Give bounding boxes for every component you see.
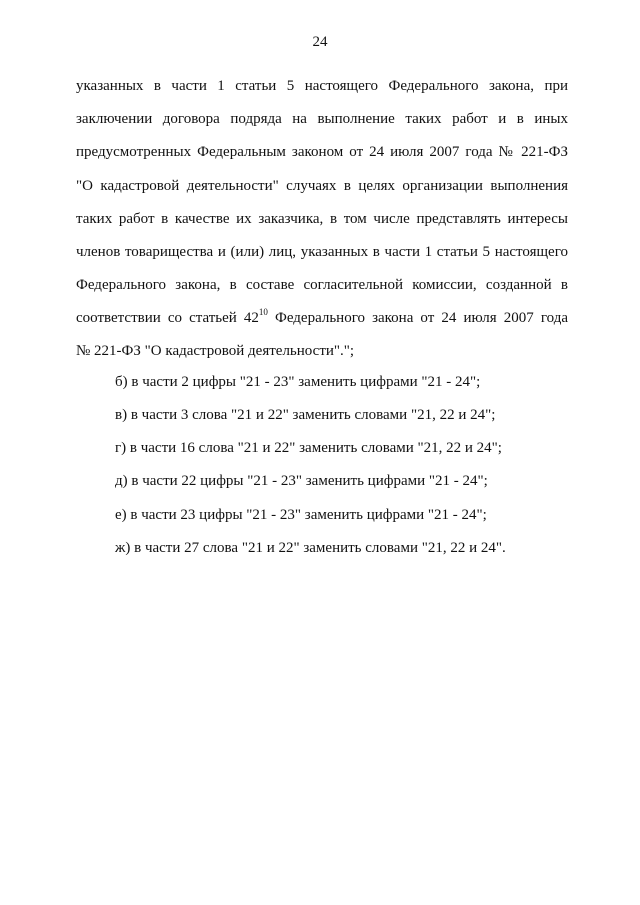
paragraph-line: предусмотренных Федеральным законом от 24 июля 2007 года № 221-ФЗ (76, 144, 568, 160)
line-text-before-sup: соответствии со статьей 42 (76, 310, 259, 326)
superscript-number: 10 (258, 307, 268, 317)
amendment-item-b: б) в части 2 цифры "21 - 23" заменить цифрами "21 - 24"; (115, 374, 481, 390)
paragraph-last-line: № 221-ФЗ "О кадастровой деятельности"."; (76, 343, 355, 359)
paragraph-line: заключении договора подряда на выполнение таких работ и в иных (76, 111, 568, 127)
paragraph-line: указанных в части 1 статьи 5 настоящего Федерального закона, при (76, 78, 568, 94)
amendment-item-v: в) в части 3 слова "21 и 22" заменить словами "21, 22 и 24"; (115, 407, 496, 423)
paragraph-line: членов товарищества и (или) лиц, указанных в части 1 статьи 5 настоящего (76, 244, 568, 260)
amendment-item-zh: ж) в части 27 слова "21 и 22" заменить словами "21, 22 и 24". (115, 540, 506, 556)
amendment-item-d: д) в части 22 цифры "21 - 23" заменить цифрами "21 - 24"; (115, 473, 488, 489)
paragraph-line: Федерального закона, в составе согласительной комиссии, созданной в (76, 277, 568, 293)
line-text-after-sup: Федерального закона от 24 июля 2007 года (267, 310, 568, 326)
amendment-item-e: е) в части 23 цифры "21 - 23" заменить цифрами "21 - 24"; (115, 507, 487, 523)
paragraph-line: таких работ в качестве их заказчика, в том числе представлять интересы (76, 211, 568, 227)
page-number: 24 (312, 34, 328, 50)
paragraph-line: "О кадастровой деятельности" случаях в целях организации выполнения (76, 178, 568, 194)
amendment-item-g: г) в части 16 слова "21 и 22" заменить словами "21, 22 и 24"; (115, 440, 502, 456)
paragraph-line-with-superscript (76, 309, 568, 327)
